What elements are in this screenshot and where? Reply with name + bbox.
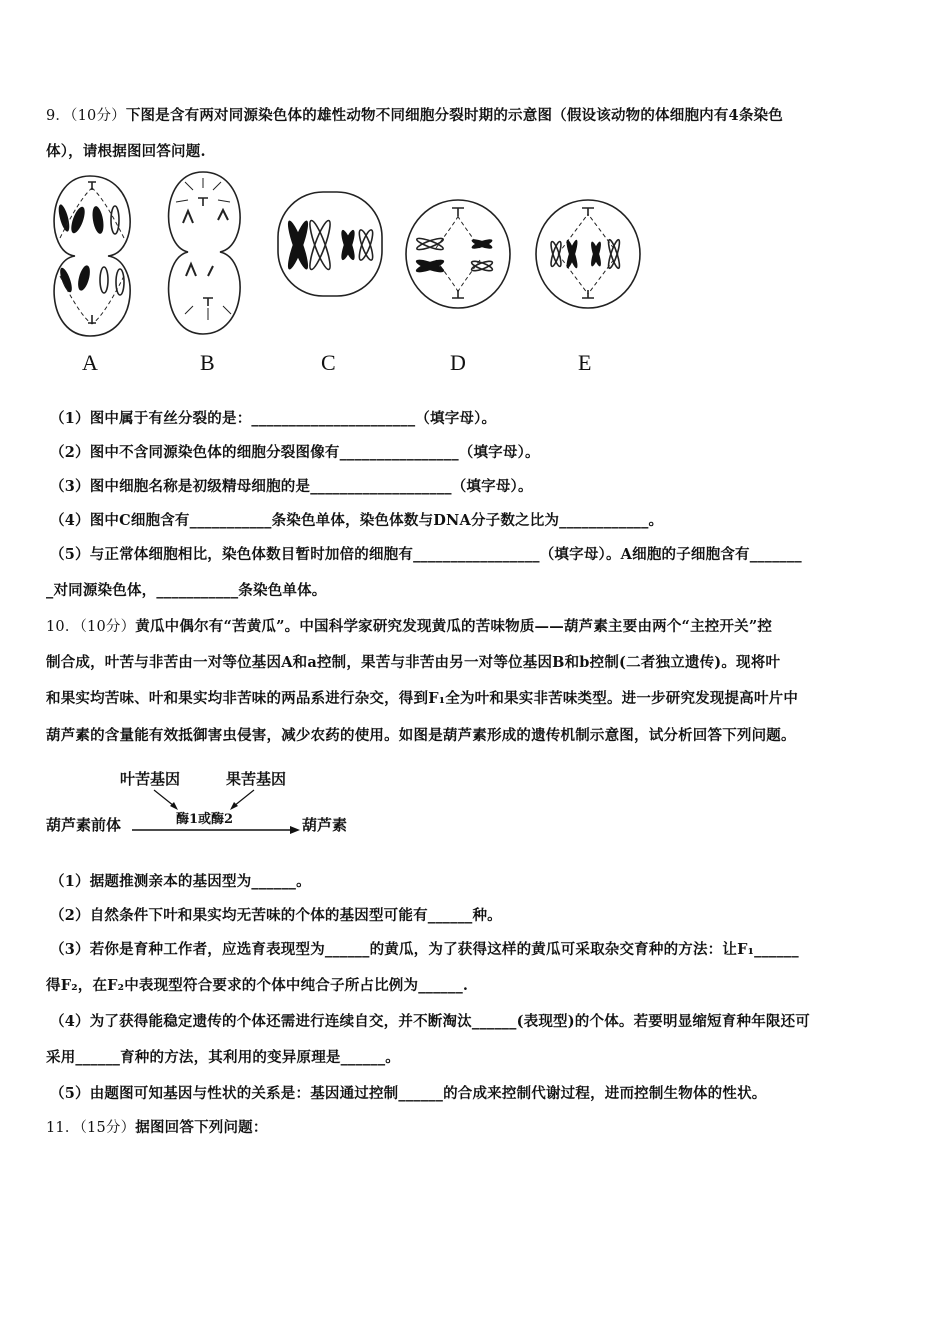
q10-sub1: （1）据题推测亲本的基因型为______。 [50,873,311,890]
q10-stem-line1 [46,615,772,636]
precursor-label: 葫芦素前体 [46,816,122,834]
cell-d-drawing [406,200,510,308]
q9-stem-text: 下图是含有两对同源染色体的雄性动物不同细胞分裂时期的示意图（假设该动物的体细胞内有4条染色 [125,107,783,124]
fruit-gene-label: 果苦基因 [226,770,287,788]
cell-division-figure [40,168,660,383]
q9-number: 9． [46,108,71,124]
q9-stem-line2: 体），请根据图回答问题. [46,143,206,160]
q9-stem-line1 [46,104,783,125]
cell-label-c: C [321,350,336,375]
q11-number: 11． [46,1120,80,1136]
q10-sub3-line1: （3）若你是育种工作者，应选育表现型为______的黄瓜，为了获得这样的黄瓜可采取杂交育种的方法：让F₁______ [50,941,799,958]
q9-sub3: （3）图中细胞名称是初级精母细胞的是___________________（填字母）。 [50,478,533,495]
cell-label-a: A [82,350,98,375]
cell-label-b: B [200,350,215,375]
main-arrow-head [290,826,300,834]
cell-a-drawing [54,176,130,336]
q9-sub2: （2）图中不含同源染色体的细胞分裂图像有________________（填字母）。 [50,444,540,461]
q11-score: （15分） [79,1120,136,1136]
cell-e-drawing [536,200,640,308]
q10-stem-text: 黄瓜中偶尔有“苦黄瓜”。中国科学家研究发现黄瓜的苦味物质——葫芦素主要由两个“主控开关”控 [135,618,773,635]
q10-stem-line3: 和果实均苦味、叶和果实均非苦味的两品系进行杂交，得到F₁全为叶和果实非苦味类型。进一步研究发现提高叶片中 [46,690,799,707]
cell-label-e: E [578,350,592,375]
q10-score: （10分） [79,619,136,635]
q10-sub4-line2: 采用______育种的方法，其利用的变异原理是______。 [46,1049,400,1066]
q11-stem-line [46,1116,268,1137]
fruit-arrow-line [234,790,254,806]
q10-stem-line2: 制合成，叶苦与非苦由一对等位基因A和a控制，果苦与非苦由另一对等位基因B和b控制(二者独立遗传)。现将叶 [46,654,781,671]
q9-sub5-line2: _对同源染色体，___________条染色单体。 [46,582,327,599]
q10-sub2: （2）自然条件下叶和果实均无苦味的个体的基因型可能有______种。 [50,907,502,924]
q10-sub4-line1: （4）为了获得能稳定遗传的个体还需进行连续自交，并不断淘汰______(表现型)的个体。若要明显缩短育种年限还可 [50,1013,811,1030]
q9-sub5-line1: （5）与正常体细胞相比，染色体数目暂时加倍的细胞有_________________（填字母）。A细胞的子细胞含有_______ [50,546,802,563]
q10-number: 10． [46,619,80,635]
cell-label-d: D [450,350,466,375]
product-label: 葫芦素 [302,816,348,834]
cell-b-drawing [169,172,241,334]
cell-division-diagram [40,168,660,383]
pathway-arrows [44,764,374,844]
q10-stem-line4: 葫芦素的含量能有效抵御害虫侵害，减少农药的使用。如图是葫芦素形成的遗传机制示意图，试分析回答下列问题。 [46,727,796,744]
q10-sub5: （5）由题图可知基因与性状的关系是：基因通过控制______的合成来控制代谢过程，进而控制生物体的性状。 [50,1085,767,1102]
leaf-arrow-line [154,790,174,806]
q9-sub1: （1）图中属于有丝分裂的是：______________________（填字母）。 [50,410,497,427]
q9-score: （10分） [70,108,126,124]
leaf-gene-label: 叶苦基因 [120,770,181,788]
gene-pathway-diagram [44,764,374,844]
q9-sub4: （4）图中C细胞含有___________条染色单体，染色体数与DNA分子数之比为____________。 [50,512,664,529]
cell-c-drawing [278,192,382,296]
q11-stem-text: 据图回答下列问题： [135,1119,268,1136]
q10-sub3-line2: 得F₂，在F₂中表现型符合要求的个体中纯合子所占比例为______. [46,977,469,994]
enzyme-label: 酶1或酶2 [176,812,234,827]
